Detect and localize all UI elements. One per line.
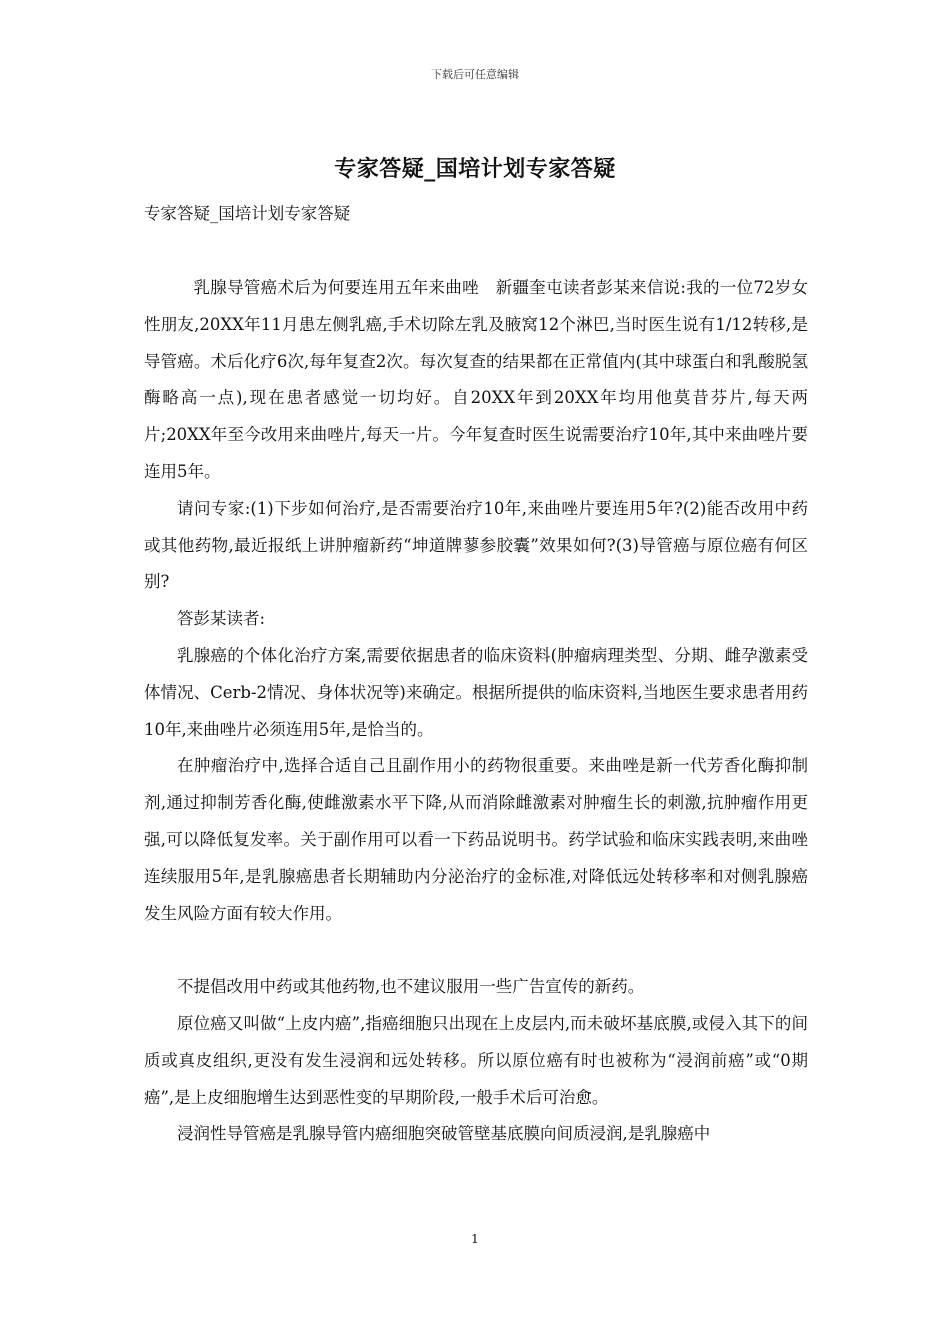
paragraph-question-letter: 乳腺导管癌术后为何要连用五年来曲唑 新疆奎屯读者彭某来信说:我的一位72岁女性朋友,20XX年11月患左侧乳癌,手术切除左乳及腋窝12个淋巴,当时医生说有1/12转移,是导管癌。术后化疗6次,每年复查2次。每次复查的结果都在正常值内(其中球蛋白和乳酸脱氢酶略高一点),现在患者感觉一切均好。自20XX年到20XX年均用他莫昔芬片,每天两片;20XX年至今改用来曲唑片,每天一片。今年复查时医生说需要治疗10年,其中来曲唑片要连用5年。 <box>144 278 808 481</box>
paragraph-gap <box>144 932 808 969</box>
paragraph-letrozole: 在肿瘤治疗中,选择合适自己且副作用小的药物很重要。来曲唑是新一代芳香化酶抑制剂,通过抑制芳香化酶,使雌激素水平下降,从而消除雌激素对肿瘤生长的刺激,抗肿瘤作用更强,可以降低复发率。关于副作用可以看一下药品说明书。药学试验和临床实践表明,来曲唑连续服用5年,是乳腺癌患者长期辅助内分泌治疗的金标准,对降低远处转移率和对侧乳腺癌发生风险方面有较大作用。 <box>144 756 808 923</box>
document-subtitle: 专家答疑_国培计划专家答疑 <box>144 204 351 223</box>
paragraph-answer-greeting: 答彭某读者: <box>177 609 266 629</box>
paragraph-treatment-plan: 乳腺癌的个体化治疗方案,需要依据患者的临床资料(肿瘤病理类型、分期、雌孕激素受体情况、Cerb-2情况、身体状况等)来确定。根据所提供的临床资料,当地医生要求患者用药10年,来曲唑片必须连用5年,是恰当的。 <box>144 645 808 739</box>
header-note: 下载后可任意编辑 <box>431 68 519 81</box>
page-number: 1 <box>471 1232 479 1246</box>
paragraph-carcinoma-in-situ: 原位癌又叫做“上皮内癌”,指癌细胞只出现在上皮层内,而未破坏基底膜,或侵入其下的间质或真皮组织,更没有发生浸润和远处转移。所以原位癌有时也被称为“浸润前癌”或“0期癌”,是上皮细胞增生达到恶性变的早期阶段,一般手术后可治愈。 <box>144 1013 808 1107</box>
paragraph-no-alternatives: 不提倡改用中药或其他药物,也不建议服用一些广告宣传的新药。 <box>177 977 645 997</box>
document-body <box>144 270 808 1153</box>
paragraph-invasive-ductal: 浸润性导管癌是乳腺导管内癌细胞突破管壁基底膜向间质浸润,是乳腺癌中 <box>177 1124 711 1144</box>
paragraph-questions: 请问专家:(1)下步如何治疗,是否需要治疗10年,来曲唑片要连用5年?(2)能否改用中药或其他药物,最近报纸上讲肿瘤新药“坤道牌蓼参胶囊”效果如何?(3)导管癌与原位癌有何区别? <box>144 498 808 592</box>
document-title: 专家答疑_国培计划专家答疑 <box>334 157 616 182</box>
